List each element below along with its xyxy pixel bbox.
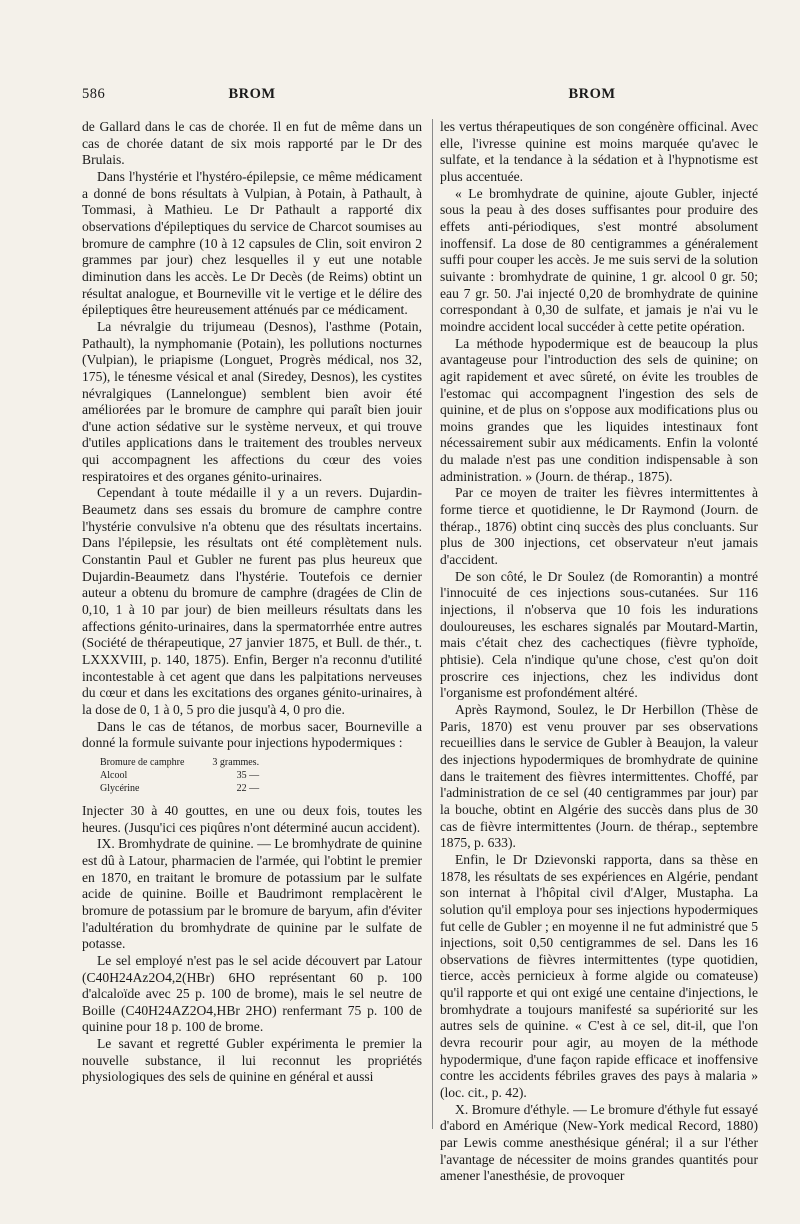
paragraph: Par ce moyen de traiter les fièvres intermittentes à forme tierce et quotidienne, le Dr Raymond (Journ. de thérap., 1876) obtint cinq succès des plus concluants. Sur plus de 300 injections, cet observateur n'eut jamais d'accident.	[440, 485, 758, 568]
paragraph: Enfin, le Dr Dzievonski rapporta, dans sa thèse en 1878, les résultats de ses expériences en Algérie, pendant son internat à l'hôpital civil d'Alger, Mustapha. La solution qu'il employa pour ses injections hypodermiques fut celle de Gubler ; en moyenne il ne fut administré que 5 injections, soit 0,50 centigrammes de sel. Dans les 16 observations de fièvres intermittentes (type quotidien, tierce, accès pernicieux à forme algide ou comateuse) qu'il rapporte et qui ont exigé une centaine d'injections, le bromhydrate a toujours manifesté sa supériorité sur les autres sels de quinine. « C'est à ce sel, dit-il, que l'on devra recourir pour agir, au moyen de la méthode hypodermique, d'une façon rapide efficace et inoffensive contre les accidents fébriles graves des pays à malaria » (loc. cit., p. 42).	[440, 851, 758, 1101]
paragraph: de Gallard dans le cas de chorée. Il en fut de même dans un cas de chorée datant de six mois rapporté par le Dr des Brulais.	[82, 119, 422, 168]
paragraph: Le savant et regretté Gubler expérimenta le premier la nouvelle substance, il lui reconnut les propriétés physiologiques des sels de quinine en général et aussi	[82, 1036, 422, 1085]
left-column	[82, 119, 422, 1086]
formula-row	[100, 769, 259, 782]
column-divider	[432, 119, 433, 1129]
formula-ingredient: Bromure de camphre	[100, 756, 185, 768]
paragraph: La névralgie du trijumeau (Desnos), l'asthme (Potain, Pathault), la nymphomanie (Potain), les pollutions nocturnes (Vulpian), le priapisme (Longuet, Progrès médical, nos 32, 175), le ténesme vésical et anal (Siredey, Desnos), les cystites névralgiques (Lannelongue) semblent bien avoir été améliorées par le bromure de camphre qui paraît bien jouir d'une action sédative sur le système nerveux, et qui trouve d'utiles applications dans le traitement des troubles nerveux qui accompagnent les affections du cœur des voies respiratoires et des organes génito-urinaires.	[82, 318, 422, 484]
paragraph: Dans l'hystérie et l'hystéro-épilepsie, ce même médicament a donné de bons résultats à Vulpian, à Potain, à Pathault, à Tommasi, à Mathieu. Le Dr Pathault a rapporté dix observations d'épileptiques du service de Charcot soumises au bromure de camphre (10 à 12 capsules de Clin, soit environ 2 grammes par jour) chez lesquelles il y eut une notable diminution dans les accès. Le Dr Decès (de Reims) obtint un résultat analogue, et Bourneville vit le vertige et le délire des épileptiques être heureusement atténués par ce médicament.	[82, 168, 422, 318]
formula-ingredient: Glycérine	[100, 782, 140, 794]
section-bromure-d-ethyle: X. Bromure d'éthyle. — Le bromure d'éthyle fut essayé d'abord en Amérique (New-York medical Record, 1880) par Lewis comme anesthésique général; il a sur l'éther l'avantage de nécessiter de moins grandes quantités pour amener l'anesthésie, de provoquer	[440, 1101, 758, 1184]
paragraph: Le sel employé n'est pas le sel acide découvert par Latour (C40H24Az2O4,2(HBr) 6HO représentant 60 p. 100 d'alcaloïde avec 25 p. 100 de brome), mais le sel neutre de Boille (C40H24AZ2O4,HBr 2HO) renfermant 75 p. 100 de quinine pour 18 p. 100 de brome.	[82, 952, 422, 1035]
running-head-left: BROM	[228, 86, 276, 102]
formula-ingredient: Alcool	[100, 769, 128, 781]
paragraph: « Le bromhydrate de quinine, ajoute Gubler, injecté sous la peau à des doses suffisantes pour produire des effets anti-périodiques, s'est montré absolument inoffensif. La dose de 80 centigrammes a généralement suffi pour couper les accès. Je me suis servi de la solution suivante : bromhydrate de quinine, 1 gr. alcool 0 gr. 50; eau 7 gr. 50. J'ai injecté 0,20 de bromhydrate de quinine correspondant à 0,30 de sulfate, et jamais je n'ai vu le moindre accident local succéder à cette petite opération.	[440, 185, 758, 334]
paragraph: Après Raymond, Soulez, le Dr Herbillon (Thèse de Paris, 1870) est venu prouver par ses observations recueillies dans le service de Gubler à Beaujon, la valeur des injections hypodermiques de bromhydrate de quinine dans le traitement des fièvres intermittentes. Choffé, par l'administration de ce sel (40 centigrammes par jour) par la bouche, obtint en Algérie des succès dans plus de 30 cas de fièvre intermittentes (Journ. de thérap., septembre 1875, p. 633).	[440, 701, 758, 851]
paragraph: Injecter 30 à 40 gouttes, en une ou deux fois, toutes les heures. (Jusqu'ici ces piqûres n'ont déterminé aucun accident).	[82, 802, 422, 835]
formula-table	[100, 756, 259, 795]
section-bromhydrate-de-quinine: IX. Bromhydrate de quinine. — Le bromhydrate de quinine est dû à Latour, pharmacien de l'armée, qui l'obtint le premier en 1870, en traitant le bromure de potassium par le sulfate acide de quinine. Boille et Baudrimont remplacèrent le bromure de potassium par le bromure de baryum, afin d'éviter l'adultération du bromhydrate de quinine par le sulfate de potasse.	[82, 836, 422, 952]
paragraph: Dans le cas de tétanos, de morbus sacer, Bourneville a donné la formule suivante pour injections hypodermiques :	[82, 718, 422, 751]
paragraph: De son côté, le Dr Soulez (de Romorantin) a montré l'innocuité de ces injections sous-cutanées. Sur 116 injections, il n'observa que 10 fois les indurations douloureuses, les eschares signalés par Moutard-Martin, mais c'était chez des cachectiques (fièvre typhoïde, phtisie). Cela n'indique qu'une chose, c'est qu'on doit proscrire ces injections, chez les individus dont l'organisme est profondément altéré.	[440, 568, 758, 701]
formula-quantity: 35 —	[236, 769, 260, 781]
right-column	[440, 119, 758, 1185]
paragraph: Cependant à toute médaille il y a un revers. Dujardin-Beaumetz dans ses essais du bromure de camphre contre l'hystérie convulsive n'a obtenu que des résultats incertains. Dans l'épilepsie, les résultats ont été complètement nuls. Constantin Paul et Gubler ne furent pas plus heureux que Dujardin-Beaumetz dans l'hystérie. Toutefois ce dernier auteur a obtenu du bromure de camphre (dragées de Clin de 0,10, 1 à 10 par jour) de bien meilleurs résultats dans les affections génito-urinaires, dans la spermatorrhée entre autres (Société de thérapeutique, 27 janvier 1875, et Bull. de thér., t. LXXXVIII, p. 140, 1875). Enfin, Berger n'a reconnu d'utilité incontestable à cet agent que dans les palpitations nerveuses du cœur et dans les excitations des organes génito-urinaires, à la dose de 0, 1 à 0, 5 pro die jusqu'à 4, 0 pro die.	[82, 485, 422, 717]
paragraph: les vertus thérapeutiques de son congénère officinal. Avec elle, l'ivresse quinine est moins marquée qu'avec le sulfate, et la tendance à la sédation et à l'hypnotisme est plus accentuée.	[440, 119, 758, 184]
page-number: 586	[82, 86, 106, 102]
formula-quantity: 3 grammes.	[212, 756, 260, 768]
paragraph: La méthode hypodermique est de beaucoup la plus avantageuse pour l'introduction des sels de quinine; on agit rapidement et avec sûreté, on évite les troubles de l'estomac qui accompagnent l'ingestion des sels de quinine, et de plus on s'oppose aux modifications plus ou moins grandes que les liquides intestinaux font nécessairement subir aux médicaments. Enfin la volonté du malade n'est pas une condition indispensable à son administration. » (Journ. de thérap., 1875).	[440, 335, 758, 484]
page-header	[82, 86, 688, 106]
formula-row	[100, 756, 259, 769]
formula-quantity: 22 —	[236, 782, 260, 794]
formula-row	[100, 782, 259, 795]
running-head-right: BROM	[568, 86, 616, 102]
